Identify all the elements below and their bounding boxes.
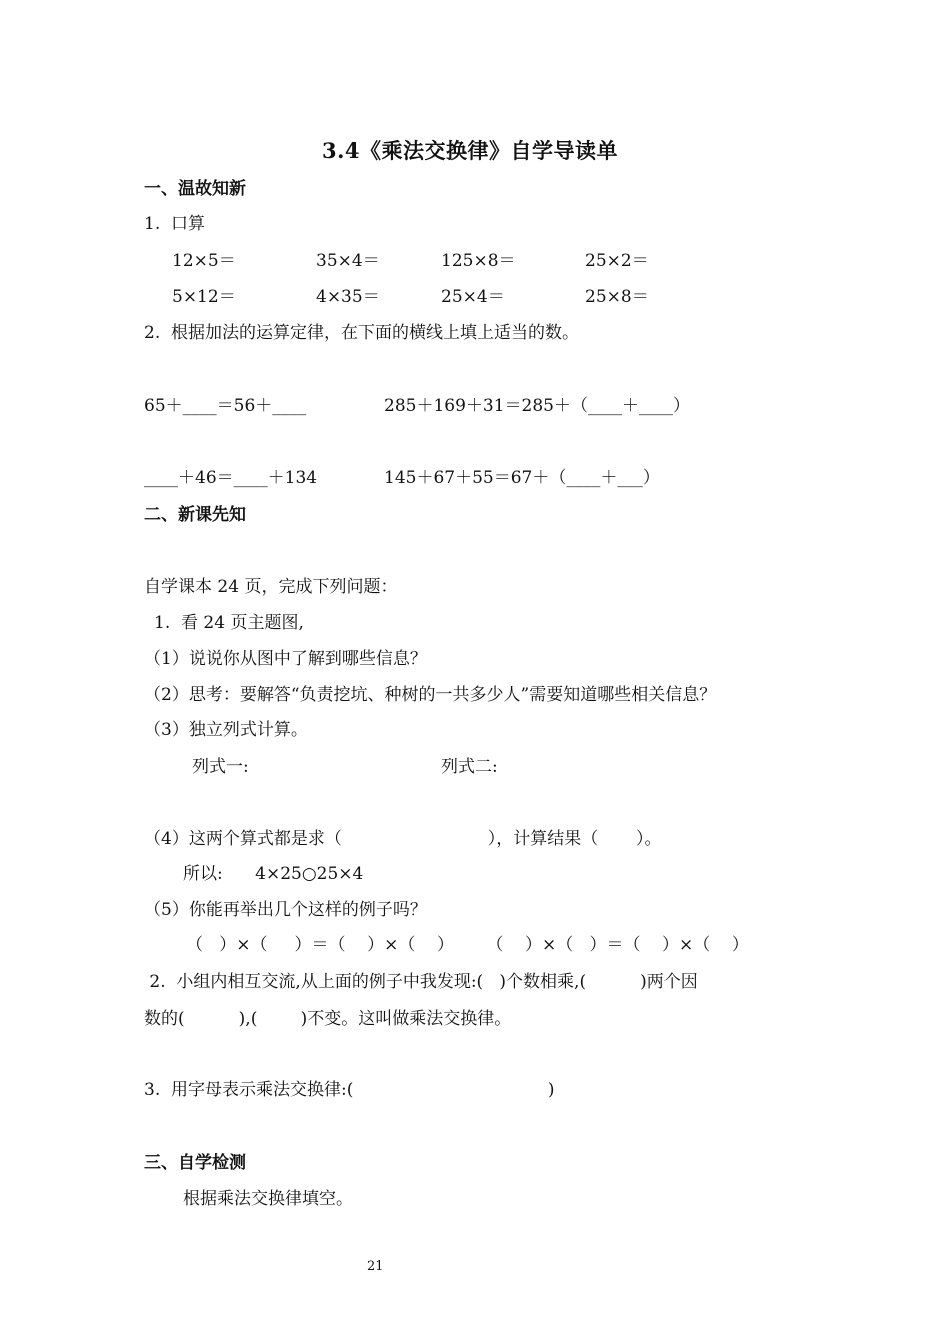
fill-blank-b: 285＋169＋31＝285＋（____＋____）	[384, 396, 690, 416]
example-blanks: （ ）×（ ）＝（ ）×（ ） （ ）×（ ）＝（ ）×（ ）	[186, 935, 749, 955]
preview-question-2-line1: 2. 小组内相互交流,从上面的例子中我发现:( )个数相乘,( )两个因	[144, 972, 698, 992]
calc-item: 12×5＝	[172, 251, 236, 271]
self-study-intro: 自学课本 24 页，完成下列问题：	[144, 577, 398, 597]
preview-part-5: （5）你能再举出几个这样的例子吗？	[144, 900, 427, 920]
calc-item: 25×4＝	[441, 287, 505, 307]
page-number: 21	[367, 1259, 384, 1274]
calc-item: 125×8＝	[441, 251, 516, 271]
calc-item: 35×4＝	[316, 251, 380, 271]
preview-part-4: （4）这两个算式都是求（ ），计算结果（ ）。	[144, 829, 662, 849]
preview-question-1: 1. 看 24 页主题图,	[154, 613, 304, 633]
calc-item: 5×12＝	[172, 287, 236, 307]
preview-question-2-line2: 数的( ),( )不变。这叫做乘法交换律。	[144, 1009, 512, 1029]
formula-two-label: 列式二:	[441, 757, 498, 777]
fill-blank-c: ____＋46＝____＋134	[144, 468, 318, 488]
preview-part-2: （2）思考：要解答“负责挖坑、种树的一共多少人”需要知道哪些相关信息？	[144, 685, 717, 705]
page-title: 3.4《乘法交换律》自学导读单	[322, 138, 619, 163]
fill-blank-a: 65＋____＝56＋____	[144, 396, 307, 416]
conclusion-line: 所以: 4×25○25×4	[183, 864, 364, 884]
preview-question-3: 3. 用字母表示乘法交换律:( )	[144, 1080, 555, 1100]
question-2-text: 2. 根据加法的运算定律，在下面的横线上填上适当的数。	[144, 323, 580, 343]
section-heading-preview: 二、新课先知	[144, 505, 246, 525]
preview-part-3: （3）独立列式计算。	[144, 720, 308, 740]
calc-item: 25×8＝	[585, 287, 649, 307]
calc-item: 25×2＝	[585, 251, 649, 271]
check-intro: 根据乘法交换律填空。	[183, 1189, 353, 1209]
preview-part-1: （1）说说你从图中了解到哪些信息？	[144, 649, 427, 669]
formula-one-label: 列式一:	[192, 757, 249, 777]
section-heading-check: 三、自学检测	[144, 1153, 246, 1173]
section-heading-review: 一、温故知新	[144, 179, 246, 199]
fill-blank-d: 145＋67＋55＝67＋（____＋___）	[384, 468, 660, 488]
calc-item: 4×35＝	[316, 287, 380, 307]
question-1-label: 1. 口算	[144, 214, 206, 234]
